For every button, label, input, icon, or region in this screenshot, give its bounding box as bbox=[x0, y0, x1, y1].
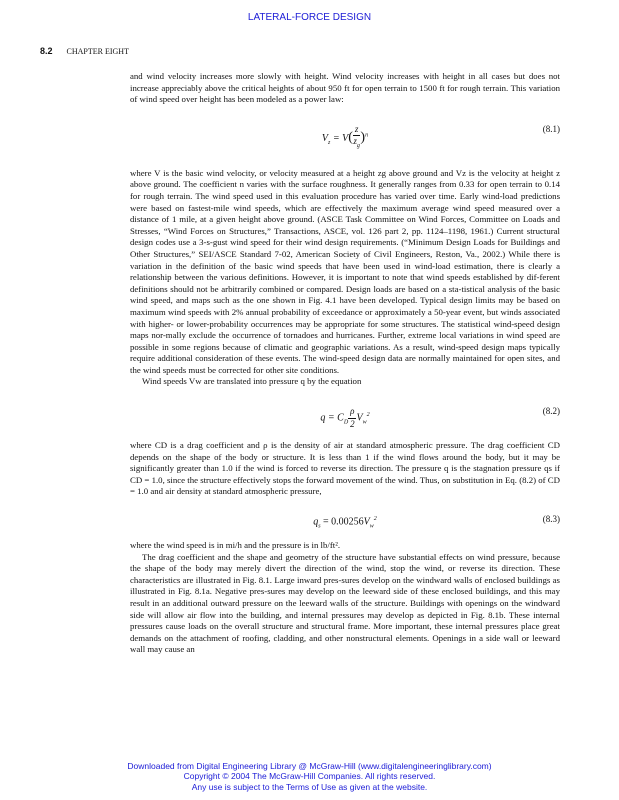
footer bbox=[0, 761, 619, 793]
equation-number: (8.1) bbox=[542, 123, 560, 134]
page-number: 8.2 bbox=[40, 46, 53, 56]
equation-8-1 bbox=[130, 114, 560, 160]
paragraph: and wind velocity increases more slowly with height. Wind velocity increases with height in all cases but does not increase appreciably above the critical heights of about 950 ft for open terrain to 1500 ft for rough terrain. This variation of wind speed over height has been modeled as a power law: bbox=[130, 71, 560, 105]
header-link[interactable]: LATERAL-FORCE DESIGN bbox=[247, 12, 372, 23]
paragraph: where the wind speed is in mi/h and the pressure is in lb/ft². bbox=[130, 540, 341, 551]
fraction: $\frac{z}{z_g}$ bbox=[353, 123, 360, 150]
body-text bbox=[130, 71, 560, 656]
paragraph: Wind speeds Vw are translated into pressure q by the equation bbox=[142, 376, 362, 387]
chapter-title: CHAPTER EIGHT bbox=[66, 47, 129, 56]
fraction: $\frac{\rho}{2}$ bbox=[350, 406, 355, 429]
running-head bbox=[40, 46, 129, 56]
equation-math: $q_s = 0.00256V_w^2$ bbox=[313, 516, 377, 530]
paragraph: where CD is a drag coefficient and ρ is the density of air at standard atmospheric pressure. The drag coefficient CD depends on the shape of the body or structure. It is less than 1 if the wind flows around the body, but it may be significantly greater than 1.0 if the wind is forced to reverse its direction. The pressure q is the stagnation pressure qs if CD = 1.0, since the structure effectively stops the forward movement of the wind. Thus, on substitution in Eq. (8.2) of CD = 1.0 and air density at standard atmospheric pressure, bbox=[130, 440, 560, 497]
footer-copyright: Copyright © 2004 The McGraw-Hill Companies. All rights reserved. bbox=[183, 771, 436, 781]
equation-math: $V_z = V$( $\frac{z}{z_g}$ )$^n$ bbox=[130, 124, 560, 153]
paragraph: The drag coefficient and the shape and geometry of the structure have substantial effects on wind pressure, because the shape of the body may merely divert the direction of the wind, stop the wind, or reverse its direction. These characteristics are illustrated in Fig. 8.1. Large inward pres-sures develop on the windward walls of enclosed buildings as illustrated in Fig. 8.1a. Negative pres-sures may develop on the leeward side of these enclosed buildings, and this may result in an additional outward pressure on the leeward walls of the structure. Buildings with openings on the windward side will allow air flow into the building, and internal pressures may develop as depicted in Fig. 8.1b. These internal pressures cause loads on the overall structure and structural frame. More important, these internal pressures place great demands on the attachment of roofing, cladding, and other nonstructural elements. Openings in a side wall or leeward wall may cause an bbox=[130, 551, 560, 655]
equation-number: (8.3) bbox=[542, 514, 560, 525]
footer-download-link[interactable]: Downloaded from Digital Engineering Library @ McGraw-Hill (www.digitalengineeringlibrary.com) bbox=[127, 760, 492, 771]
equation-8-3 bbox=[130, 504, 560, 534]
equation-number: (8.2) bbox=[542, 406, 560, 417]
footer-terms-link[interactable]: Any use is subject to the Terms of Use as given at the website. bbox=[191, 781, 428, 792]
equation-8-2 bbox=[130, 396, 560, 432]
paragraph: where V is the basic wind velocity, or velocity measured at a height zg above ground and Vz is the velocity at height z above ground. The coefficient n varies with the surface roughness. It generally ranges from 0.33 for open terrain to 0.14 for rough terrain. The wind speed used in this evaluation procedure has varied over time. Early wind-load predictions were based on fastest-mile wind speeds, which are effectively the maximum average wind speed measured over a distance of 1 mile, at a given height above ground. (ASCE Task Committee on Wind Forces, Committee on Loads and Stresses, “Wind Forces on Structures,” Transactions, ASCE, vol. 126 part 2, pp. 1124–1198, 1961.) Current structural design codes use a 3-s-gust wind speed for their wind design requirements. (“Minimum Design Loads for Buildings and Other Structures,” SEI/ASCE Standard 7-02, American Society of Civil Engineers, Reston, Va., 2002.) While there is variation in the definition of the basic wind speeds that have been used in wind-load estimation, there is clearly a relationship between the various definitions. However, it is important to note that wind speeds established by dif-ferent definitions should not be arbitrarily combined or compared. Design loads are based on a sta-tistical analysis of the basic wind speed, and maps such as the one shown in Fig. 4.1 have been developed. Typical design limits may be based on maximum wind speeds with 2% annual probability of exceedance or approximately a 50-year event, but winds associated with higher- or lower-probability occurrences may be appropriate for some structures. The statistical wind-speed design maps nor-mally exclude the occurrence of tornadoes and hurricanes. Further, extreme local variations in wind speed are possible in some regions because of climatic and geographic variations. As a result, wind-speed design maps typically require additional consideration of these events. The wind-speed design data are normally maintained for open sites, and the wind speeds must be corrected for other site conditions. bbox=[130, 167, 560, 375]
equation-math: $q = C_D$ $\frac{\rho}{2}$ $V_w^2$ bbox=[320, 406, 370, 429]
